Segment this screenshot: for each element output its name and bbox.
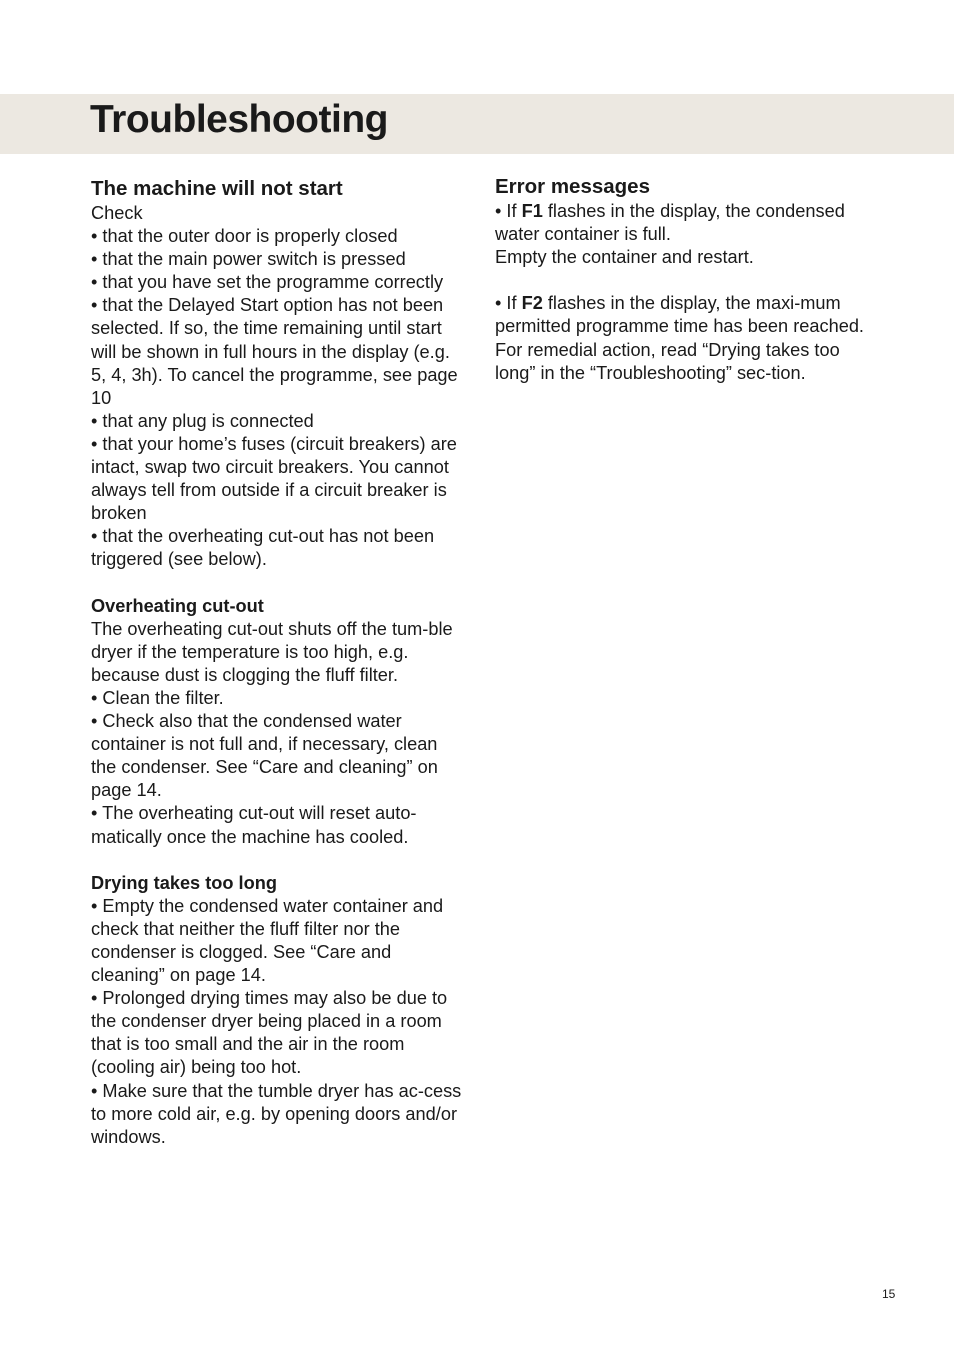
bullet-item: • The overheating cut-out will reset auto-matically once the machine has cooled. [91, 803, 417, 847]
sub-heading: Drying takes too long [91, 872, 277, 893]
bullet-prefix: • If [495, 293, 522, 314]
paragraph: Check [91, 203, 143, 223]
bullet-item: • that the main power switch is pressed [91, 249, 406, 270]
error-f1-action: Empty the container and restart. [495, 247, 754, 268]
bullet-item: • Empty the condensed water container and check that neither the fluff filter nor the condenser is clogged. See “Care and cleaning” on page 14. [91, 895, 444, 986]
bullet-item: • that the overheating cut-out has not been triggered (see below). [91, 526, 435, 570]
bullet-item: • Make sure that the tumble dryer has ac-cess to more cold air, e.g. by opening doors and/or windows. [91, 1080, 462, 1147]
page-title: Troubleshooting [90, 98, 388, 141]
bullet-prefix: • If [495, 201, 522, 221]
error-description: flashes in the display, the maxi-mum permitted programme time has been reached. For remedial action, read “Drying takes too long” in the “Troubleshooting” sec-tion. [495, 293, 864, 383]
section-heading: The machine will not start [91, 177, 343, 200]
bullet-item: • Clean the filter. [91, 687, 224, 708]
bullet-item: • that the Delayed Start option has not been selected. If so, the time remaining until start will be shown in full hours in the display (e.g. 5, 4, 3h). To cancel the programme, see page 10 [91, 295, 458, 408]
left-column [91, 176, 463, 1149]
spacer [91, 572, 463, 595]
section-overheating [91, 595, 463, 849]
page-number: 15 [882, 1287, 896, 1301]
section-error-messages [495, 174, 867, 385]
bullet-item: • that any plug is connected [91, 410, 314, 431]
section-machine-not-start [91, 176, 463, 572]
error-code-f1: F1 [521, 201, 543, 221]
section-drying-too-long [91, 872, 463, 1149]
spacer [495, 269, 867, 292]
bullet-item: • Check also that the condensed water container is not full and, if necessary, clean the condenser. See “Care and cleaning” on page 14. [91, 711, 438, 801]
paragraph: The overheating cut-out shuts off the tum-ble dryer if the temperature is too high, e.g. because dust is clogging the fluff filter. [91, 618, 453, 685]
bullet-item: • that you have set the programme correctly [91, 272, 444, 293]
right-column [495, 174, 867, 385]
spacer [91, 849, 463, 872]
bullet-item: • Prolonged drying times may also be due to the condenser dryer being placed in a room that is too small and the air in the room (cooling air) being too hot. [91, 988, 448, 1078]
section-heading: Error messages [495, 175, 650, 198]
error-code-f2: F2 [521, 293, 543, 314]
bullet-item: • that your home’s fuses (circuit breakers) are intact, swap two circuit breakers. You cannot always tell from outside if a circuit breaker is broken [91, 433, 457, 524]
bullet-item: • that the outer door is properly closed [91, 226, 398, 247]
sub-heading: Overheating cut-out [91, 595, 264, 616]
error-f1-item [495, 200, 867, 246]
error-description: flashes in the display, the condensed water container is full. [495, 201, 845, 245]
error-f2-item [495, 292, 867, 384]
